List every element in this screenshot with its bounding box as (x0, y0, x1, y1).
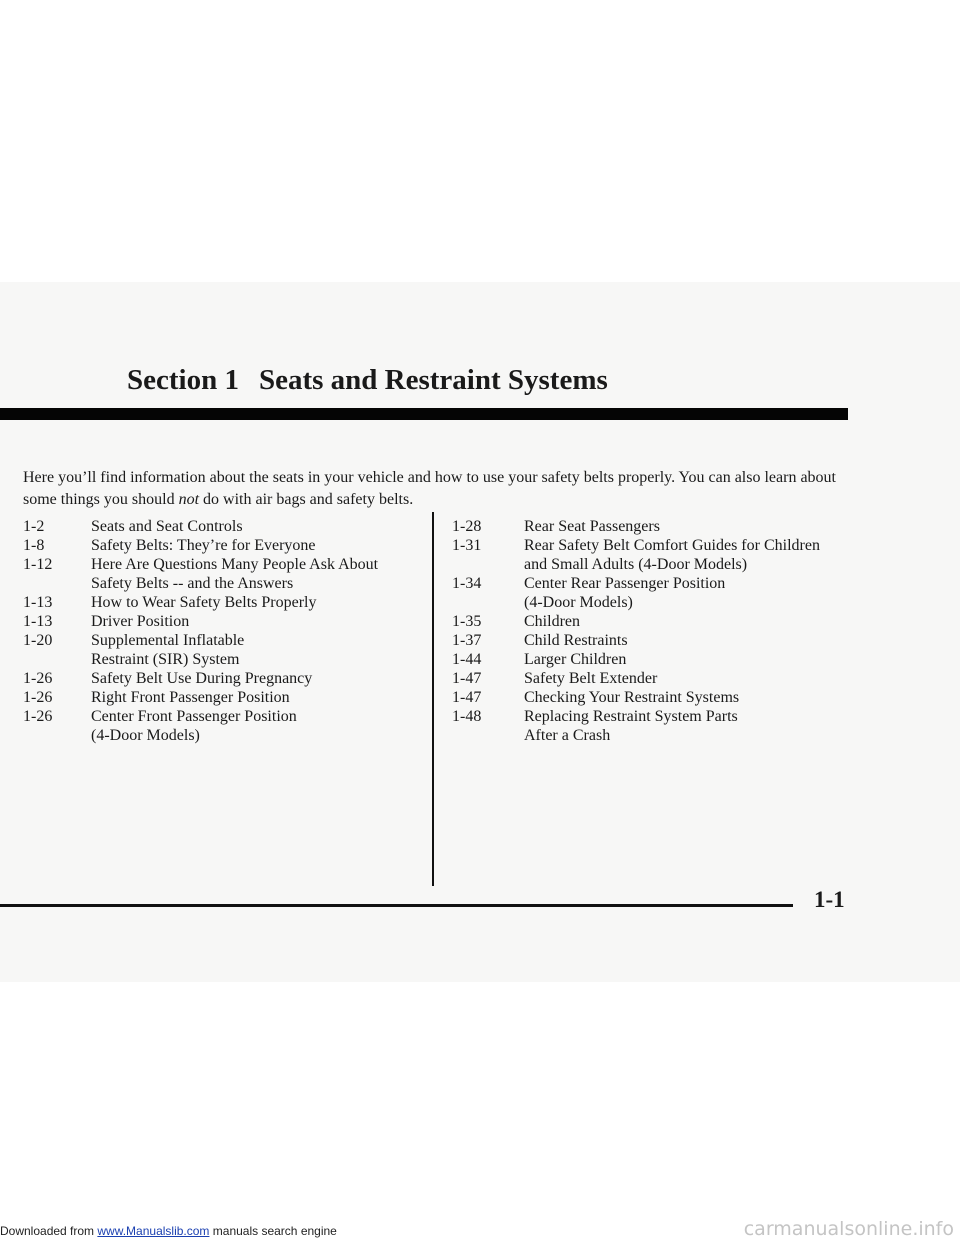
toc-page-ref: 1-47 (452, 689, 482, 706)
toc-entry[interactable] (452, 631, 912, 650)
toc-entry[interactable] (452, 707, 912, 745)
toc-entry[interactable] (23, 612, 423, 631)
toc-entry[interactable] (452, 650, 912, 669)
toc-page-ref: 1-13 (23, 594, 53, 611)
toc-entry[interactable] (23, 631, 423, 669)
toc-page-ref: 1-12 (23, 556, 53, 573)
toc-entry-title: Safety Belt Use During Pregnancy (91, 670, 313, 687)
toc-page-ref: 1-44 (452, 651, 482, 668)
section-number: Section 1 (127, 364, 239, 396)
toc-page-ref: 1-48 (452, 708, 482, 725)
column-divider (432, 512, 434, 886)
toc-entry[interactable] (452, 669, 912, 688)
toc-page-ref: 1-26 (23, 670, 53, 687)
toc-page-ref: 1-26 (23, 689, 53, 706)
download-suffix: manuals search engine (209, 1224, 337, 1238)
site-watermark: carmanualsonline.info (743, 1218, 954, 1240)
intro-emphasis: not (178, 491, 200, 508)
toc-entry-title: Driver Position (91, 613, 190, 630)
download-prefix: Downloaded from (0, 1224, 98, 1238)
section-title: Seats and Restraint Systems (258, 364, 608, 396)
toc-entry[interactable] (23, 517, 423, 536)
toc-entry-title: Center Front Passenger Position (4-Door Models) (91, 708, 297, 744)
toc-entry-title: Rear Safety Belt Comfort Guides for Children and Small Adults (4-Door Models) (524, 537, 820, 573)
toc-entry[interactable] (452, 688, 912, 707)
toc-entry-title: Safety Belts: They’re for Everyone (91, 537, 316, 554)
toc-entry-title: Rear Seat Passengers (524, 518, 660, 535)
toc-entry-title: Checking Your Restraint Systems (524, 689, 740, 706)
toc-entry[interactable] (23, 593, 423, 612)
toc-entry[interactable] (452, 536, 912, 574)
toc-entry[interactable] (452, 612, 912, 631)
toc-entry[interactable] (23, 707, 423, 745)
page-number: 1-1 (814, 887, 845, 912)
toc-entry[interactable] (23, 536, 423, 555)
toc-page-ref: 1-31 (452, 537, 482, 554)
toc-entry[interactable] (23, 669, 423, 688)
toc-page-ref: 1-34 (452, 575, 482, 592)
toc-entry[interactable] (23, 688, 423, 707)
heading-rule (0, 408, 848, 420)
toc-entry-title: Child Restraints (524, 632, 628, 649)
download-footer (0, 1222, 337, 1240)
toc-page-ref: 1-8 (23, 537, 45, 554)
toc-page-ref: 1-26 (23, 708, 53, 725)
section-heading (127, 360, 608, 400)
toc-entry-title: Children (524, 613, 580, 630)
toc-page-ref: 1-2 (23, 518, 45, 535)
toc-right-column (452, 517, 912, 745)
toc-entry-title: Supplemental Inflatable Restraint (SIR) System (91, 632, 245, 668)
toc-entry[interactable] (452, 574, 912, 612)
toc-entry-title: Replacing Restraint System Parts After a Crash (524, 708, 738, 744)
toc-entry-title: Right Front Passenger Position (91, 689, 290, 706)
toc-entry-title: Safety Belt Extender (524, 670, 658, 687)
footer-rule (0, 904, 793, 907)
toc-entry-title: Larger Children (524, 651, 627, 668)
toc-page-ref: 1-47 (452, 670, 482, 687)
toc-page-ref: 1-13 (23, 613, 53, 630)
toc-page-ref: 1-20 (23, 632, 53, 649)
toc-entry-title: How to Wear Safety Belts Properly (91, 594, 317, 611)
intro-text-start: Here you’ll find information about the seats in your vehicle and how to use your safety belts properly. You can also learn about some things you should (23, 469, 836, 508)
manualslib-link[interactable]: www.Manualslib.com (97, 1224, 210, 1238)
toc-page-ref: 1-37 (452, 632, 482, 649)
intro-text-end: do with air bags and safety belts. (199, 491, 414, 508)
toc-entry[interactable] (23, 555, 423, 593)
toc-entry-title: Seats and Seat Controls (91, 518, 243, 535)
intro-paragraph (23, 467, 863, 511)
toc-left-column (23, 517, 423, 745)
toc-page-ref: 1-35 (452, 613, 482, 630)
toc-page-ref: 1-28 (452, 518, 482, 535)
toc-entry-title: Center Rear Passenger Position (4-Door Models) (524, 575, 726, 611)
toc-entry[interactable] (452, 517, 912, 536)
toc-entry-title: Here Are Questions Many People Ask About Safety Belts -- and the Answers (91, 556, 379, 592)
